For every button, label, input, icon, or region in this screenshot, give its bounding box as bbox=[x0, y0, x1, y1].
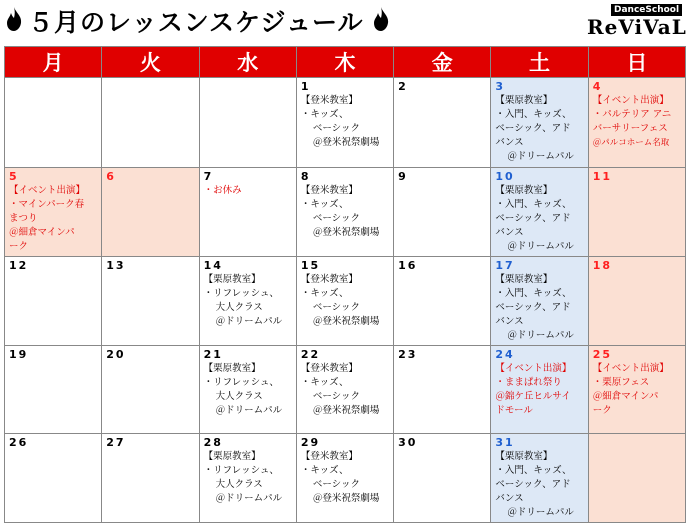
flame-icon-left bbox=[5, 6, 23, 32]
schedule-line: ・キッズ、 bbox=[300, 288, 349, 299]
schedule-line: ＠ドリームパル bbox=[215, 405, 283, 416]
day-cell bbox=[199, 434, 296, 523]
day-number: 1 bbox=[300, 80, 311, 93]
day-cell bbox=[5, 78, 102, 168]
day-cell bbox=[296, 346, 393, 434]
day-cell bbox=[491, 434, 588, 523]
schedule-line: バンス bbox=[495, 316, 524, 327]
schedule-line: ・入門、キッズ、 bbox=[495, 288, 572, 299]
day-cell bbox=[5, 257, 102, 346]
schedule-line: 大人クラス bbox=[215, 302, 263, 313]
day-cell bbox=[491, 257, 588, 346]
schedule-line: バンス bbox=[495, 227, 524, 238]
day-number: 20 bbox=[106, 348, 126, 361]
day-cell bbox=[394, 257, 491, 346]
day-cell bbox=[102, 78, 199, 168]
schedule-line: 【イベント出演】 bbox=[592, 363, 669, 374]
schedule-line: ・リフレッシュ、 bbox=[203, 377, 279, 388]
schedule-calendar bbox=[4, 46, 686, 523]
page-title: ５月のレッスンスケジュール bbox=[28, 8, 364, 37]
day-number: 4 bbox=[592, 80, 603, 93]
day-number: 21 bbox=[203, 348, 223, 361]
weekday-header-row bbox=[5, 47, 686, 78]
day-number: 19 bbox=[9, 348, 29, 361]
schedule-line: ・入門、キッズ、 bbox=[495, 465, 572, 476]
schedule-line: ーク bbox=[592, 405, 612, 416]
schedule-line: ＠細倉マインパ bbox=[9, 227, 75, 238]
week-row bbox=[5, 168, 686, 257]
schedule-line: ＠ドリームパル bbox=[507, 151, 574, 162]
schedule-line: ＠パルコホーム名取 bbox=[592, 138, 670, 148]
day-number: 2 bbox=[398, 80, 408, 93]
day-number: 25 bbox=[592, 348, 612, 361]
day-cell bbox=[394, 78, 491, 168]
day-cell bbox=[199, 346, 296, 434]
week-row bbox=[5, 434, 686, 523]
schedule-line: ベーシック、アド bbox=[495, 123, 571, 134]
weekday-sun: 日 bbox=[588, 47, 685, 78]
week-row bbox=[5, 257, 686, 346]
day-cell bbox=[5, 346, 102, 434]
schedule-line: 【イベント出演】 bbox=[592, 95, 669, 106]
day-number: 7 bbox=[203, 170, 214, 183]
day-number: 27 bbox=[106, 436, 126, 449]
day-number: 6 bbox=[106, 170, 116, 183]
day-cell bbox=[491, 78, 588, 168]
day-cell bbox=[296, 78, 393, 168]
schedule-line: ベーシック bbox=[312, 213, 360, 224]
day-number: 30 bbox=[398, 436, 418, 449]
day-number: 22 bbox=[300, 348, 321, 361]
schedule-line: ベーシック bbox=[312, 479, 360, 490]
schedule-line: ・ままぱれ祭り bbox=[495, 377, 562, 388]
day-cell bbox=[588, 346, 685, 434]
day-cell bbox=[102, 168, 199, 257]
weekday-mon: 月 bbox=[5, 47, 102, 78]
schedule-line: ・栗原フェス bbox=[592, 377, 650, 388]
day-number: 13 bbox=[106, 259, 126, 272]
day-number: 15 bbox=[300, 259, 321, 272]
school-logo bbox=[585, 4, 685, 38]
schedule-line: ＠細倉マインパ bbox=[592, 391, 659, 402]
schedule-line: ＠登米祝祭劇場 bbox=[312, 493, 380, 504]
schedule-line: ＠登米祝祭劇場 bbox=[312, 316, 380, 327]
day-cell bbox=[5, 168, 102, 257]
schedule-line: ＠ドリームパル bbox=[507, 241, 574, 252]
schedule-line: 【登米教室】 bbox=[300, 95, 358, 106]
day-number: 14 bbox=[203, 259, 223, 272]
schedule-line: ＠ドリームパル bbox=[215, 493, 283, 504]
weekday-fri: 金 bbox=[394, 47, 491, 78]
schedule-line: 【登米教室】 bbox=[300, 363, 358, 374]
day-cell bbox=[394, 434, 491, 523]
schedule-line: ドモール bbox=[495, 405, 533, 416]
weekday-sat: 土 bbox=[491, 47, 588, 78]
schedule-line: 【栗原教室】 bbox=[495, 451, 553, 462]
day-cell bbox=[588, 257, 685, 346]
schedule-line: ・キッズ、 bbox=[300, 199, 349, 210]
schedule-line: 【登米教室】 bbox=[300, 451, 358, 462]
logo-subtitle: DanceSchool bbox=[611, 4, 682, 16]
schedule-line: ・マインパーク春 bbox=[9, 199, 85, 210]
schedule-line: 大人クラス bbox=[215, 391, 263, 402]
day-cell bbox=[588, 78, 685, 168]
schedule-line: ベーシック、アド bbox=[495, 213, 571, 224]
schedule-line: バンス bbox=[495, 137, 524, 148]
schedule-line: ＠登米祝祭劇場 bbox=[312, 137, 380, 148]
schedule-line: ・お休み bbox=[203, 185, 242, 196]
schedule-line: ・パルテリア アニ bbox=[592, 109, 672, 120]
week-row bbox=[5, 346, 686, 434]
day-number: 11 bbox=[592, 170, 612, 183]
schedule-line: ＠登米祝祭劇場 bbox=[312, 405, 380, 416]
schedule-line: ・リフレッシュ、 bbox=[203, 288, 279, 299]
schedule-line: 大人クラス bbox=[215, 479, 263, 490]
day-number: 28 bbox=[203, 436, 223, 449]
logo-name: ReViVaL bbox=[587, 15, 687, 39]
day-cell bbox=[296, 434, 393, 523]
day-cell bbox=[296, 257, 393, 346]
day-cell bbox=[394, 346, 491, 434]
day-number: 5 bbox=[9, 170, 19, 183]
day-number: 23 bbox=[398, 348, 418, 361]
day-number: 18 bbox=[592, 259, 612, 272]
schedule-line: ・キッズ、 bbox=[300, 465, 349, 476]
schedule-line: ベーシック、アド bbox=[495, 479, 571, 490]
schedule-line: ＠ドリームパル bbox=[507, 330, 574, 341]
schedule-line: 【栗原教室】 bbox=[203, 451, 261, 462]
week-row bbox=[5, 78, 686, 168]
schedule-line: バーサリーフェス bbox=[592, 123, 668, 134]
schedule-line: バンス bbox=[495, 493, 524, 504]
day-number: 3 bbox=[495, 80, 506, 93]
day-number: 17 bbox=[495, 259, 515, 272]
schedule-line: ・入門、キッズ、 bbox=[495, 109, 572, 120]
schedule-line: ＠錦ケ丘ヒルサイ bbox=[495, 391, 571, 402]
schedule-line: ベーシック bbox=[312, 123, 360, 134]
day-number: 8 bbox=[300, 170, 311, 183]
schedule-line: 【栗原教室】 bbox=[495, 95, 553, 106]
schedule-line: ・リフレッシュ、 bbox=[203, 465, 279, 476]
schedule-line: ＠登米祝祭劇場 bbox=[312, 227, 380, 238]
day-number: 29 bbox=[300, 436, 321, 449]
day-cell bbox=[588, 168, 685, 257]
schedule-line: ーク bbox=[9, 241, 29, 252]
schedule-line: 【栗原教室】 bbox=[495, 185, 553, 196]
page-header bbox=[0, 0, 690, 44]
schedule-line: 【イベント出演】 bbox=[9, 185, 86, 196]
schedule-line: ・入門、キッズ、 bbox=[495, 199, 572, 210]
day-number: 24 bbox=[495, 348, 515, 361]
day-number: 10 bbox=[495, 170, 515, 183]
day-cell bbox=[102, 257, 199, 346]
schedule-line: ベーシック bbox=[312, 391, 360, 402]
day-cell bbox=[296, 168, 393, 257]
day-cell bbox=[588, 434, 685, 523]
schedule-line: ＠ドリームパル bbox=[215, 316, 283, 327]
schedule-line: 【栗原教室】 bbox=[495, 274, 553, 285]
schedule-line: ・キッズ、 bbox=[300, 377, 349, 388]
schedule-line: ベーシック bbox=[312, 302, 360, 313]
day-cell bbox=[199, 168, 296, 257]
schedule-line: まつり bbox=[9, 213, 38, 224]
weekday-wed: 水 bbox=[199, 47, 296, 78]
day-cell bbox=[491, 346, 588, 434]
day-cell bbox=[5, 434, 102, 523]
day-cell bbox=[102, 346, 199, 434]
day-cell bbox=[394, 168, 491, 257]
day-cell bbox=[199, 257, 296, 346]
schedule-line: 【登米教室】 bbox=[300, 274, 358, 285]
flame-icon-right bbox=[372, 6, 390, 32]
day-number: 9 bbox=[398, 170, 408, 183]
day-number: 16 bbox=[398, 259, 418, 272]
day-number: 31 bbox=[495, 436, 515, 449]
day-cell bbox=[491, 168, 588, 257]
schedule-line: ・キッズ、 bbox=[300, 109, 349, 120]
day-cell bbox=[102, 434, 199, 523]
weekday-tue: 火 bbox=[102, 47, 199, 78]
schedule-line: 【栗原教室】 bbox=[203, 274, 261, 285]
schedule-line: ベーシック、アド bbox=[495, 302, 571, 313]
schedule-line: 【栗原教室】 bbox=[203, 363, 261, 374]
day-cell bbox=[199, 78, 296, 168]
schedule-line: ＠ドリームパル bbox=[507, 507, 574, 518]
schedule-line: 【登米教室】 bbox=[300, 185, 358, 196]
schedule-line: 【イベント出演】 bbox=[495, 363, 572, 374]
day-number: 12 bbox=[9, 259, 29, 272]
day-number: 26 bbox=[9, 436, 29, 449]
weekday-thu: 木 bbox=[296, 47, 393, 78]
